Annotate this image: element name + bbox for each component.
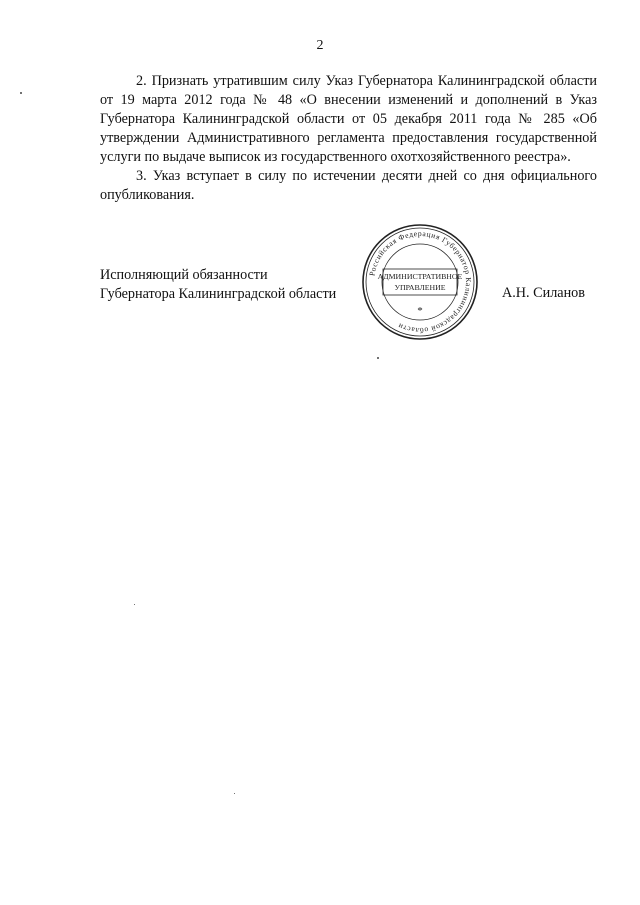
page-number: 2: [316, 38, 324, 53]
signatory-position-line1: Исполняющий обязанности: [100, 267, 268, 283]
paragraph-3: 3. Указ вступает в силу по истечении десяти дней со дня официального опубликования.: [100, 168, 597, 203]
scan-speck: [20, 92, 22, 94]
signatory-name: А.Н. Силанов: [502, 285, 585, 301]
signatory-position-line2: Губернатора Калининградской области: [100, 286, 337, 302]
signatory-position: [100, 266, 336, 304]
scan-speck: [234, 793, 235, 794]
scan-speck: [134, 604, 135, 605]
document-body: [100, 72, 597, 205]
scan-speck: [377, 357, 379, 359]
seal-star: *: [417, 305, 423, 317]
seal-ring-text: Российская Федерация Губернатор Калининградской области: [367, 228, 474, 336]
official-seal: [360, 222, 480, 342]
seal-center-line1: АДМИНИСТРАТИВНОЕ: [377, 272, 463, 281]
seal-outer-ring: [363, 225, 477, 339]
seal-center-line2: УПРАВЛЕНИЕ: [394, 283, 446, 292]
paragraph-2: 2. Признать утратившим силу Указ Губернатора Калининградской области от 19 марта 2012 года № 48 «О внесении изменений и дополнений в Указ Губернатора Калининградской области от 05 декабря 2011 года № 285 «Об утверждении Административного регламента предоставления государственной услуги по выдаче выписок из государственного охотхозяйственного реестра».: [100, 73, 597, 165]
